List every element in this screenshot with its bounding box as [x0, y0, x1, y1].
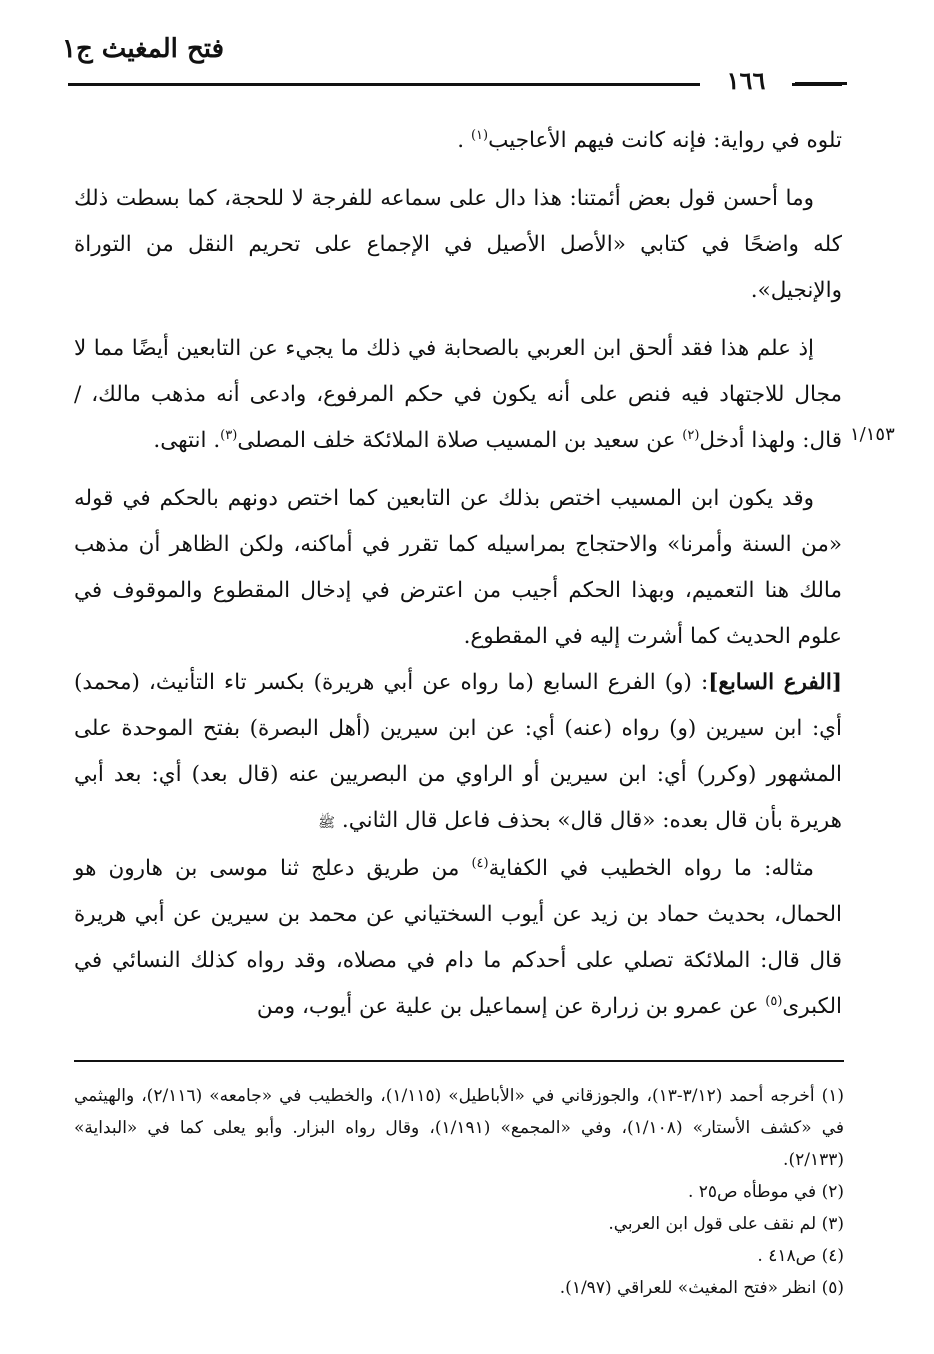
- paragraph-3-part-a: إذ علم هذا فقد ألحق ابن العربي بالصحابة في ذلك ما يجيء عن التابعين أيضًا مما لا مجال للاجتهاد فيه فنص على أنه يكون في حكم المرفوع، وادعى أنه مذهب مالك، / قال: ولهذا أدخل: [74, 336, 842, 453]
- footnotes: [74, 1080, 844, 1304]
- footnote-5: (٥) انظر «فتح المغيث» للعراقي (١/٩٧).: [559, 1278, 844, 1298]
- section-heading: [الفرع السابع]: [708, 670, 842, 695]
- footnote-ref-5[interactable]: (٥): [765, 993, 783, 1009]
- page-number-dash: [795, 82, 847, 85]
- paragraph-1: [74, 118, 842, 164]
- paragraph-1-end: .: [457, 128, 465, 153]
- paragraph-6: [74, 846, 842, 1030]
- paragraph-1-text: تلوه في رواية: فإنه كانت فيهم الأعاجيب: [488, 128, 842, 153]
- paragraph-6-part-c: عن عمرو بن زرارة عن إسماعيل بن علية عن أيوب، ومن: [256, 994, 759, 1019]
- footnote-ref-2[interactable]: (٢): [682, 427, 700, 443]
- paragraph-5: [74, 660, 842, 846]
- footnote-1: (١) أخرجه أحمد (٣/١٢-١٣)، والجوزقاني في «الأباطيل» (١/١١٥)، والخطيب في «جامعه» (٢/١١٦)، والهيثمي في «كشف الأستار» (١/١٠٨)، وفي «المجمع» (١/١٩١)، وقال رواه البزار. وأبو يعلى كما في «البداية» (٢/١٣٣).: [74, 1086, 844, 1170]
- paragraph-3: [74, 326, 842, 464]
- paragraph-5-text: : (و) الفرع السابع (ما رواه عن أبي هريرة) بكسر تاء التأنيث، (محمد) أي: ابن سيرين (و) رواه (عنه) أي: عن ابن سيرين (أهل البصرة) بفتح الموحدة على المشهور (وكرر) أي: ابن سيرين أو الراوي من البصريين عنه (قال بعد) أي: بعد أبي هريرة بأن قال بعده: «قال قال» بحذف فاعل قال الثاني.: [74, 670, 842, 833]
- running-title: فتح المغيث ج١: [62, 34, 225, 64]
- footnote-4: (٤) ص٤١٨ .: [757, 1246, 844, 1266]
- footnote-2: (٢) في موطأه ص٢٥ .: [687, 1182, 844, 1202]
- margin-note: ١/١٥٣: [850, 424, 895, 445]
- footnote-rule: [74, 1060, 844, 1062]
- paragraph-6-part-b: من طريق دعلج ثنا موسى بن هارون هو الحمال، بحديث حماد بن زيد عن أيوب السختياني عن محمد بن سيرين عن أبي هريرة قال قال: الملائكة تصلي على أحدكم ما دام في مصلاه، وقد رواه كذلك النسائي في الكبرى: [74, 856, 842, 1019]
- footnote-ref-1[interactable]: (١): [470, 127, 489, 143]
- paragraph-3-part-c: . انتهى.: [153, 428, 221, 453]
- footnote-ref-3[interactable]: (٣): [220, 427, 238, 443]
- paragraph-4: وقد يكون ابن المسيب اختص بذلك عن التابعين كما اختص دونهم بالحكم في قوله «من السنة وأمرنا» والاحتجاج بمراسيله كما تقرر في أماكنه، ولكن الظاهر أن مذهب مالك هنا التعميم، وبهذا الحكم أجيب من اعترض في إدخال المقطوع والموقوف في علوم الحديث كما أشرت إليه في المقطوع.: [74, 486, 842, 649]
- footnote-3: (٣) لم نقف على قول ابن العربي.: [608, 1214, 844, 1234]
- paragraph-6-part-a: مثاله: ما رواه الخطيب في الكفاية: [488, 856, 814, 881]
- salah-ligature: ﷺ: [318, 815, 336, 831]
- paragraph-3-part-b: عن سعيد بن المسيب صلاة الملائكة خلف المصلى: [237, 428, 676, 453]
- footnote-ref-4[interactable]: (٤): [471, 855, 489, 871]
- body-text: [74, 118, 842, 1030]
- page-number: ١٦٦: [700, 61, 792, 101]
- paragraph-2: وما أحسن قول بعض أئمتنا: هذا دال على سماعه للفرجة لا للحجة، كما بسطت ذلك كله واضحًا في كتابي «الأصل الأصيل في الإجماع على تحريم النقل من التوراة والإنجيل».: [74, 186, 842, 303]
